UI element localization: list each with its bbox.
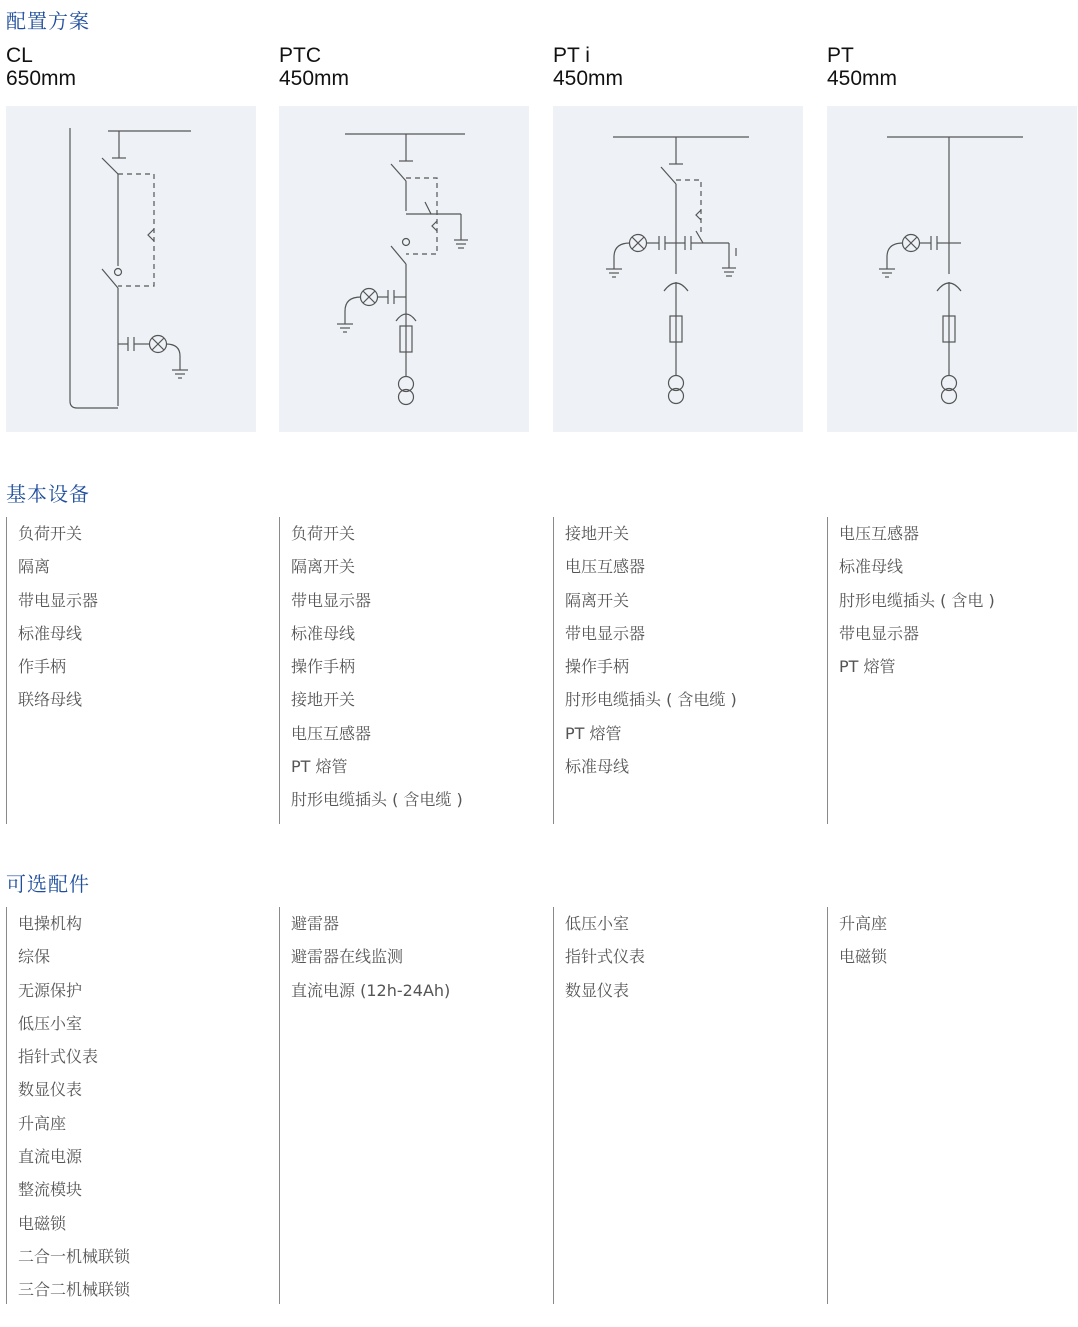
config-width: 650mm [6,67,77,90]
list-item: 带电显示器 [18,590,99,610]
list-item: 标准母线 [839,557,904,577]
list-item: 电磁锁 [18,1213,67,1233]
list-item: 肘形电缆插头 ( 含电 ) [839,590,995,610]
list-item: 避雷器 [291,914,340,933]
list-item: 标准母线 [291,623,356,643]
config-width: 450mm [279,67,350,90]
list-item: 带电显示器 [565,623,646,643]
list-item: 负荷开关 [291,524,356,543]
list-item: 低压小室 [18,1013,83,1033]
list-item: PT 熔管 [291,757,348,777]
list-item: 操作手柄 [291,657,356,677]
list-item: 带电显示器 [839,623,920,643]
list-item: 肘形电缆插头 ( 含电缆 ) [291,790,463,810]
list-item: 联络母线 [18,690,83,710]
list-item: 直流电源 [18,1147,83,1167]
list-item: 无源保护 [18,980,83,1000]
config-width: 450mm [827,67,898,90]
cl-diagram [6,106,256,432]
list-item: 隔离开关 [291,557,356,577]
list-item: 电操机构 [18,914,83,933]
basic-list [279,517,463,824]
list-item: 接地开关 [565,524,630,543]
list-item: 避雷器在线监测 [291,947,404,967]
optional-list [6,907,130,1304]
list-item: 作手柄 [18,657,67,677]
list-item: 带电显示器 [291,590,372,610]
section-title-basic: 基本设备 [6,482,90,506]
section-title-optional: 可选配件 [6,872,90,896]
list-item: 升高座 [18,1113,67,1133]
list-item: 标准母线 [565,757,630,777]
config-name: PT [827,44,854,67]
list-item: 电压互感器 [291,723,372,743]
ptc-diagram [279,106,529,432]
list-item: 电磁锁 [839,947,888,967]
list-item: 标准母线 [18,623,83,643]
list-item: 低压小室 [565,914,630,933]
pti-diagram [553,106,803,432]
config-name: PT i [553,44,590,67]
section-title-config: 配置方案 [6,9,90,33]
list-item: 隔离 [18,557,51,577]
pt-diagram [827,106,1077,432]
list-item: 直流电源 (12h-24Ah) [291,980,451,1000]
list-item: 隔离开关 [565,590,630,610]
list-item: 操作手柄 [565,657,630,677]
config-name: CL [6,44,33,67]
list-item: PT 熔管 [839,657,896,677]
list-item: 三合二机械联锁 [18,1280,131,1300]
list-item: 肘形电缆插头 ( 含电缆 ) [565,690,737,710]
config-name: PTC [279,44,321,67]
optional-list [827,907,887,1304]
basic-list [827,517,995,824]
list-item: 电压互感器 [565,557,646,577]
list-item: 指针式仪表 [565,947,646,967]
list-item: 二合一机械联锁 [18,1246,131,1266]
list-item: 升高座 [839,914,888,933]
optional-list [279,907,450,1304]
list-item: 负荷开关 [18,524,83,543]
list-item: PT 熔管 [565,723,622,743]
list-item: 指针式仪表 [18,1047,99,1067]
list-item: 接地开关 [291,690,356,710]
basic-list [553,517,737,824]
list-item: 电压互感器 [839,524,920,543]
basic-list [6,517,98,824]
list-item: 整流模块 [18,1180,83,1200]
list-item: 数显仪表 [18,1080,83,1100]
config-width: 450mm [553,67,624,90]
optional-list [553,907,645,1304]
list-item: 综保 [18,947,51,967]
list-item: 数显仪表 [565,980,630,1000]
